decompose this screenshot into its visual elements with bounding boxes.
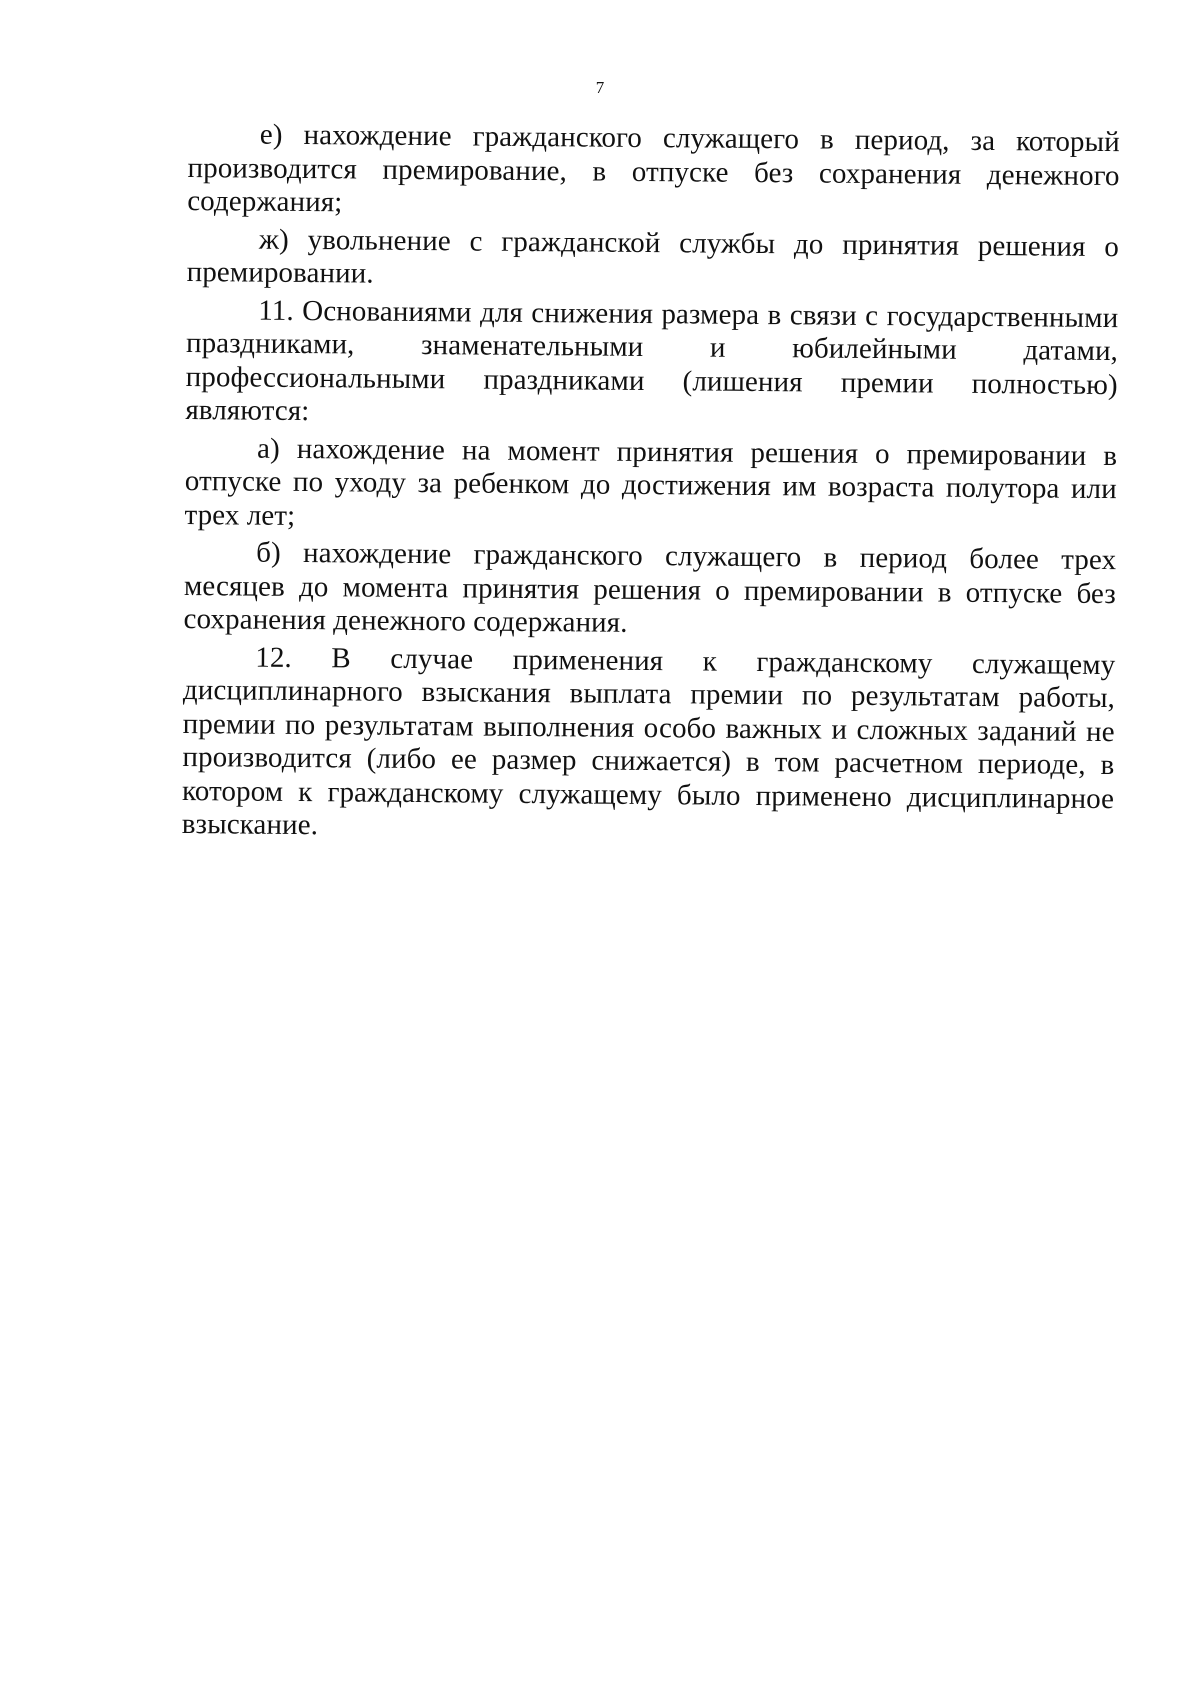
paragraph-b: б) нахождение гражданского служащего в период более трех месяцев до момента принятия решения о премировании в отпуске без сохранения денежного содержания. — [183, 536, 1117, 639]
paragraph-a: а) нахождение на момент принятия решения о премировании в отпуске по уходу за ребенком до достижения им возраста полутора или трех лет; — [184, 432, 1118, 532]
paragraph-zh: ж) увольнение с гражданской службы до принятия решения о премировании. — [186, 223, 1120, 290]
page-number: 7 — [595, 78, 605, 97]
paragraph-12: 12. В случае применения к гражданскому служащему дисциплинарного взыскания выплата премии по результатам работы, премии по результатам выполнения особо важных и сложных заданий не производится (либо ее размер снижается) в том расчетном периоде, в котором к гражданскому служащему было применено дисциплинарное взыскание. — [181, 641, 1116, 842]
paragraph-11: 11. Основаниями для снижения размера в связи с государственными праздниками, знаменательными и юбилейными датами, профессиональными праздниками (лишения премии полностью) являются: — [185, 294, 1119, 428]
paragraph-e: е) нахождение гражданского служащего в период, за который производится премирование, в отпуске без сохранения денежного содержания; — [187, 118, 1120, 219]
document-body — [182, 118, 1120, 854]
